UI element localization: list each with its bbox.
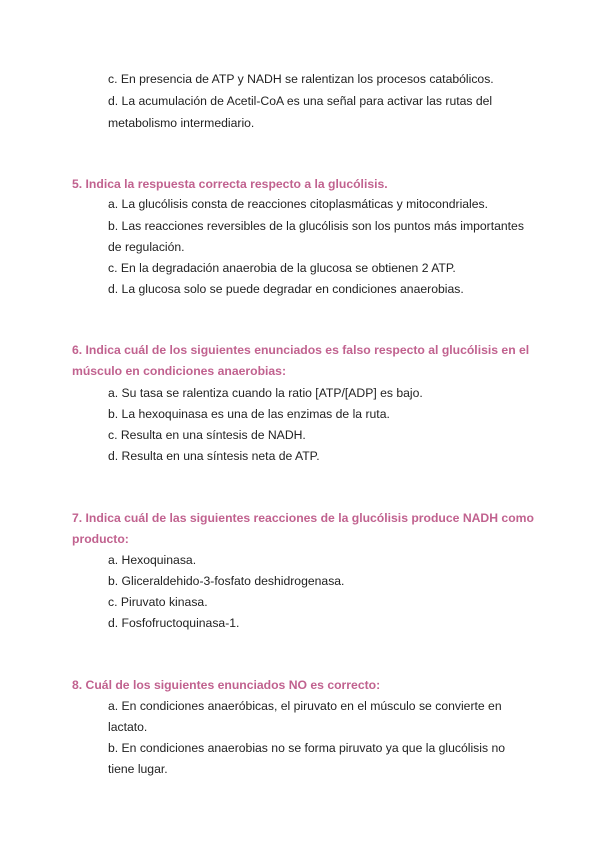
q7-option-a: a. Hexoquinasa. xyxy=(108,553,197,567)
q8-option-b-continued: tiene lugar. xyxy=(108,762,168,776)
prev-option-c: c. En presencia de ATP y NADH se ralentizan los procesos catabólicos. xyxy=(108,72,494,86)
q5-option-b: b. Las reacciones reversibles de la glucólisis son los puntos más importantes xyxy=(108,219,524,233)
q8-option-b: b. En condiciones anaerobias no se forma piruvato ya que la glucólisis no xyxy=(108,741,506,755)
q8-option-a: a. En condiciones anaeróbicas, el piruvato en el músculo se convierte en xyxy=(108,699,502,713)
q5-option-c: c. En la degradación anaerobia de la glucosa se obtienen 2 ATP. xyxy=(108,261,456,275)
prev-option-d-continued: metabolismo intermediario. xyxy=(108,116,255,130)
question-6-title: 6. Indica cuál de los siguientes enunciados es falso respecto al glucólisis en el músculo en condiciones anaerobias: xyxy=(72,343,530,378)
q6-option-a: a. Su tasa se ralentiza cuando la ratio [ATP/[ADP] es bajo. xyxy=(108,386,423,400)
q5-option-b-continued: de regulación. xyxy=(108,240,185,254)
q8-option-a-continued: lactato. xyxy=(108,720,148,734)
question-8-title: 8. Cuál de los siguientes enunciados NO es correcto: xyxy=(72,678,381,692)
q6-option-c: c. Resulta en una síntesis de NADH. xyxy=(108,428,306,442)
q6-option-b: b. La hexoquinasa es una de las enzimas de la ruta. xyxy=(108,407,390,421)
prev-option-d: d. La acumulación de Acetil-CoA es una señal para activar las rutas del xyxy=(108,94,493,108)
question-5-title: 5. Indica la respuesta correcta respecto a la glucólisis. xyxy=(72,177,388,191)
q7-option-c: c. Piruvato kinasa. xyxy=(108,595,208,609)
q5-option-a: a. La glucólisis consta de reacciones citoplasmáticas y mitocondriales. xyxy=(108,197,489,211)
q5-option-d: d. La glucosa solo se puede degradar en condiciones anaerobias. xyxy=(108,282,464,296)
question-7-title: 7. Indica cuál de las siguientes reacciones de la glucólisis produce NADH como producto: xyxy=(72,511,534,546)
q6-option-d: d. Resulta en una síntesis neta de ATP. xyxy=(108,449,320,463)
q7-option-d: d. Fosfofructoquinasa-1. xyxy=(108,616,240,630)
q7-option-b: b. Gliceraldehido-3-fosfato deshidrogenasa. xyxy=(108,574,345,588)
